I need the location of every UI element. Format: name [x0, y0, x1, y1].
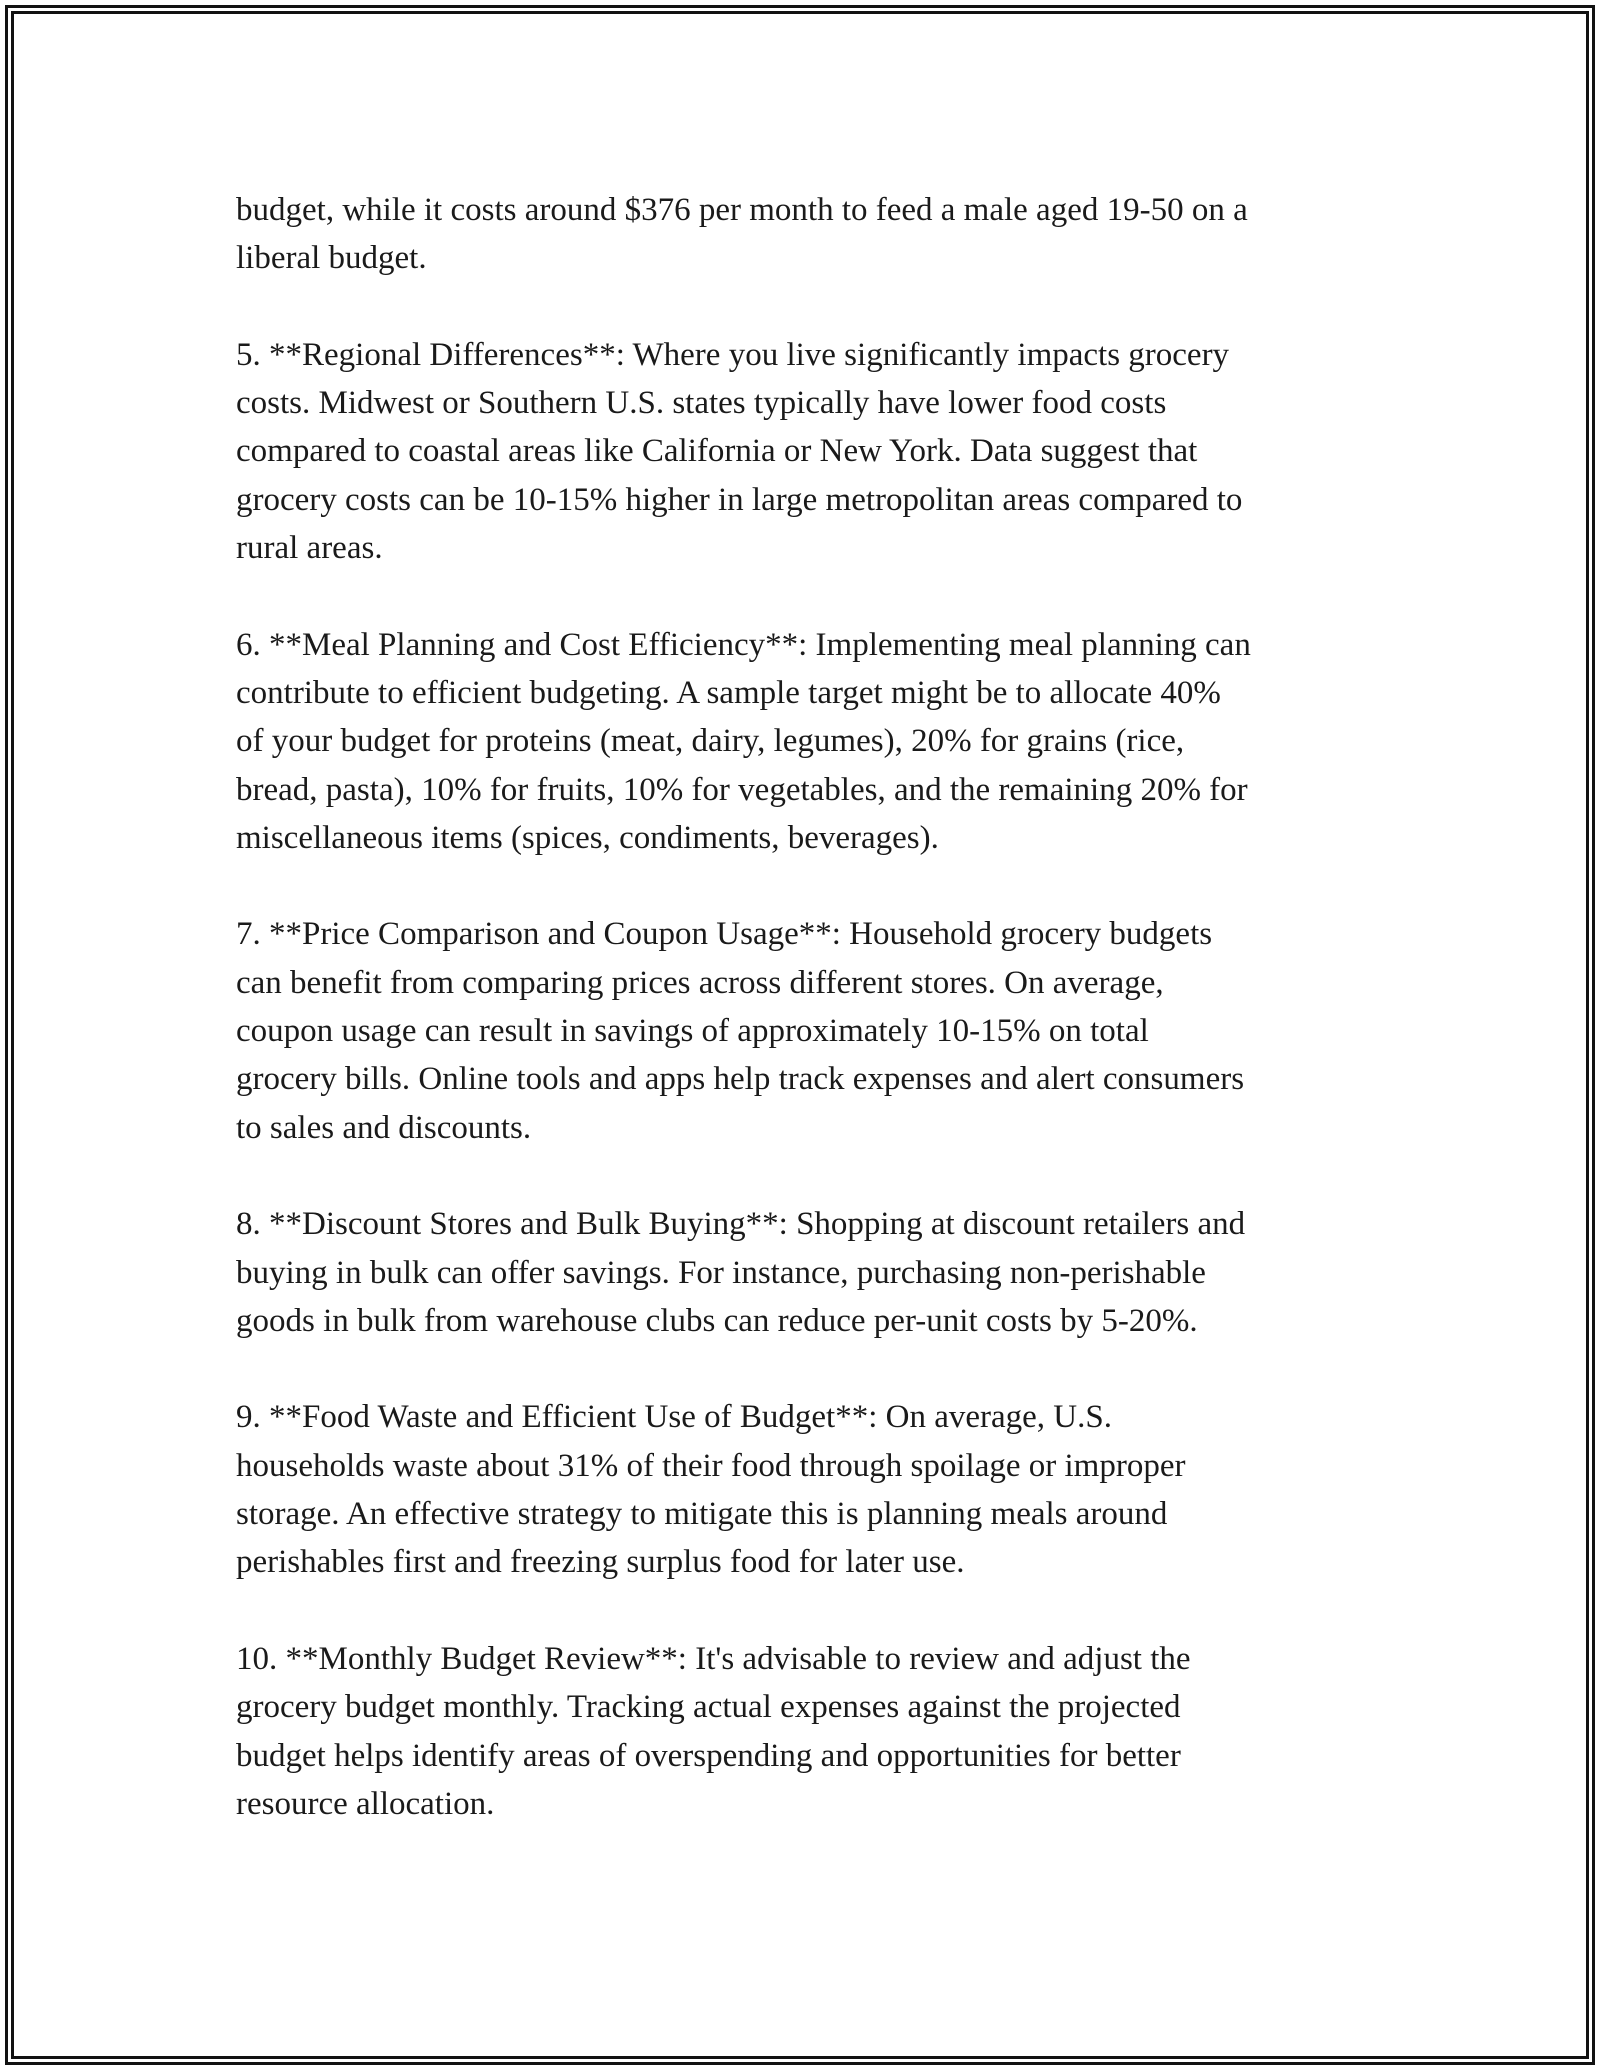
document-body — [236, 186, 1376, 1828]
paragraph-regional-differences: 5. **Regional Differences**: Where you live significantly impacts grocery costs. Midwest or Southern U.S. states typically have lower food costs compared to coastal areas like California or New York. Data suggest that grocery costs can be 10-15% higher in large metropolitan areas compared to rural areas. — [236, 336, 1243, 567]
paragraph-monthly-review: 10. **Monthly Budget Review**: It's advisable to review and adjust the grocery budget monthly. Tracking actual expenses against the projected budget helps identify areas of overspending and opportunities for better resource allocation. — [236, 1640, 1191, 1822]
paragraph-budget-continuation: budget, while it costs around $376 per month to feed a male aged 19-50 on a liberal budget. — [236, 192, 1248, 277]
paragraph-meal-planning: 6. **Meal Planning and Cost Efficiency**: Implementing meal planning can contribute to efficient budgeting. A sample target might be to allocate 40% of your budget for proteins (meat, dairy, legumes), 20% for grains (rice, bread, pasta), 10% for fruits, 10% for vegetables, and the remaining 20% for miscellaneous items (spices, condiments, beverages). — [236, 626, 1251, 856]
paragraph-discount-stores: 8. **Discount Stores and Bulk Buying**: Shopping at discount retailers and buying in bulk can offer savings. For instance, purchasing non-perishable goods in bulk from warehouse clubs can reduce per-unit costs by 5-20%. — [236, 1206, 1246, 1339]
paragraph-price-comparison: 7. **Price Comparison and Coupon Usage**: Household grocery budgets can benefit from comparing prices across different stores. On average, coupon usage can result in savings of approximately 10-15% on total grocery bills. Online tools and apps help track expenses and alert consumers to sales and discounts. — [236, 916, 1245, 1146]
paragraph-food-waste: 9. **Food Waste and Efficient Use of Budget**: On average, U.S. households waste about 31% of their food through spoilage or improper storage. An effective strategy to mitigate this is planning meals around perishables first and freezing surplus food for later use. — [236, 1399, 1186, 1581]
